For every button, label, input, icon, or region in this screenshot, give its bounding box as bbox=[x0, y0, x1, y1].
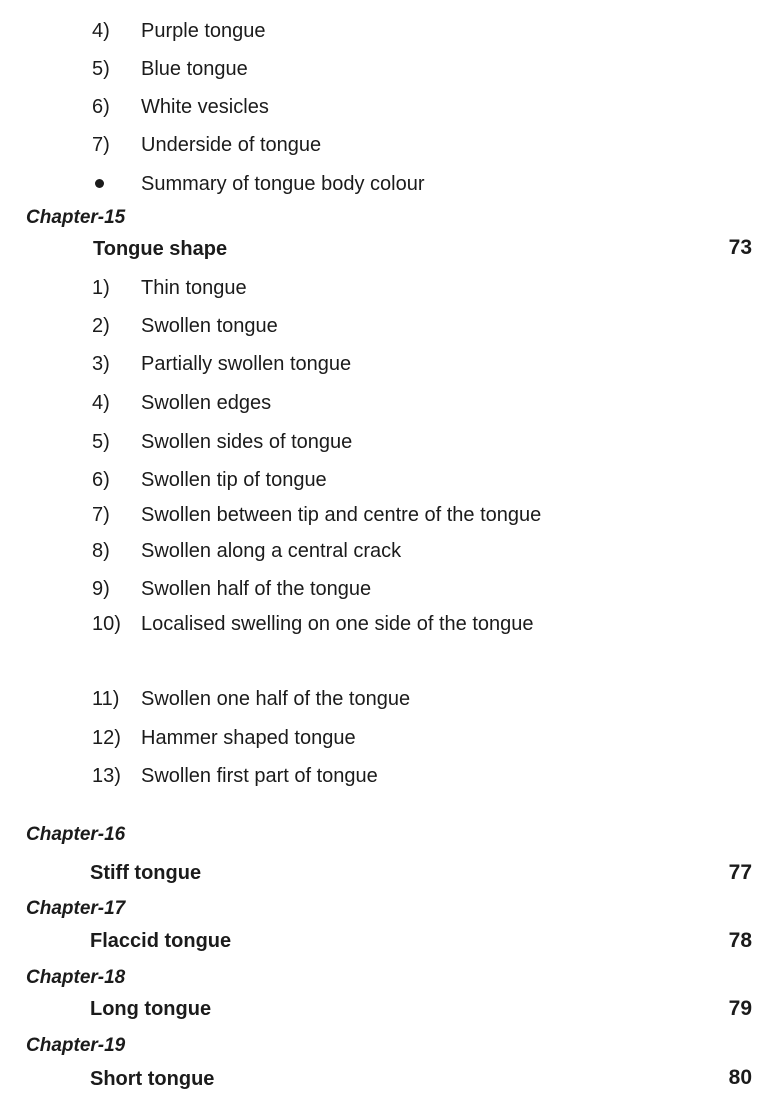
chapter-title: Stiff tongue bbox=[90, 862, 202, 884]
toc-item: Summary of tongue body colour bbox=[141, 173, 425, 195]
toc-item: Swollen tongue bbox=[141, 315, 278, 337]
chapter-label: Chapter-18 bbox=[26, 967, 126, 988]
chapter-label: Chapter-19 bbox=[26, 1035, 126, 1056]
item-number: 4) bbox=[92, 392, 110, 414]
item-number: 11) bbox=[92, 688, 120, 710]
item-number: 1) bbox=[92, 277, 110, 299]
toc-item: Swollen first part of tongue bbox=[141, 765, 378, 787]
item-number: 13) bbox=[92, 765, 121, 787]
item-number: 3) bbox=[92, 353, 110, 375]
toc-item: Blue tongue bbox=[141, 58, 248, 80]
chapter-label: Chapter-17 bbox=[26, 898, 126, 919]
chapter-title: Long tongue bbox=[90, 998, 212, 1020]
toc-item: Swollen edges bbox=[141, 392, 272, 414]
chapter-label: Chapter-16 bbox=[26, 824, 126, 845]
page-number: 77 bbox=[728, 861, 752, 884]
chapter-title: Short tongue bbox=[90, 1068, 215, 1090]
item-number: 7) bbox=[92, 134, 110, 156]
toc-item: Swollen half of the tongue bbox=[141, 578, 372, 600]
toc-item: Partially swollen tongue bbox=[141, 353, 352, 375]
item-number: 6) bbox=[92, 469, 110, 491]
toc-item: Swollen one half of the tongue bbox=[141, 688, 411, 710]
toc-item: Hammer shaped tongue bbox=[141, 727, 356, 749]
toc-item: Underside of tongue bbox=[141, 134, 322, 156]
toc-item: Swollen between tip and centre of the tongue bbox=[141, 504, 542, 526]
item-number: 5) bbox=[92, 58, 110, 80]
bullet-icon bbox=[95, 179, 104, 188]
page-number: 80 bbox=[728, 1066, 752, 1089]
item-number: 4) bbox=[92, 20, 110, 42]
item-number: 2) bbox=[92, 315, 110, 337]
toc-item: Swollen tip of tongue bbox=[141, 469, 327, 491]
toc-item: Purple tongue bbox=[141, 20, 266, 42]
chapter-label: Chapter-15 bbox=[26, 207, 126, 228]
item-number: 9) bbox=[92, 578, 110, 600]
item-number: 5) bbox=[92, 431, 110, 453]
item-number: 6) bbox=[92, 96, 110, 118]
chapter-title: Flaccid tongue bbox=[90, 930, 232, 952]
toc-item: Thin tongue bbox=[141, 277, 247, 299]
toc-item: Swollen sides of tongue bbox=[141, 431, 353, 453]
item-number: 8) bbox=[92, 540, 110, 562]
page-number: 73 bbox=[728, 236, 752, 259]
toc-item: Localised swelling on one side of the tongue bbox=[141, 613, 534, 635]
item-number: 10) bbox=[92, 613, 121, 635]
item-number: 12) bbox=[92, 727, 121, 749]
page-number: 79 bbox=[728, 997, 752, 1020]
chapter-title: Tongue shape bbox=[93, 238, 228, 260]
toc-item: Swollen along a central crack bbox=[141, 540, 402, 562]
toc-item: White vesicles bbox=[141, 96, 269, 118]
item-number: 7) bbox=[92, 504, 110, 526]
page-number: 78 bbox=[728, 929, 752, 952]
